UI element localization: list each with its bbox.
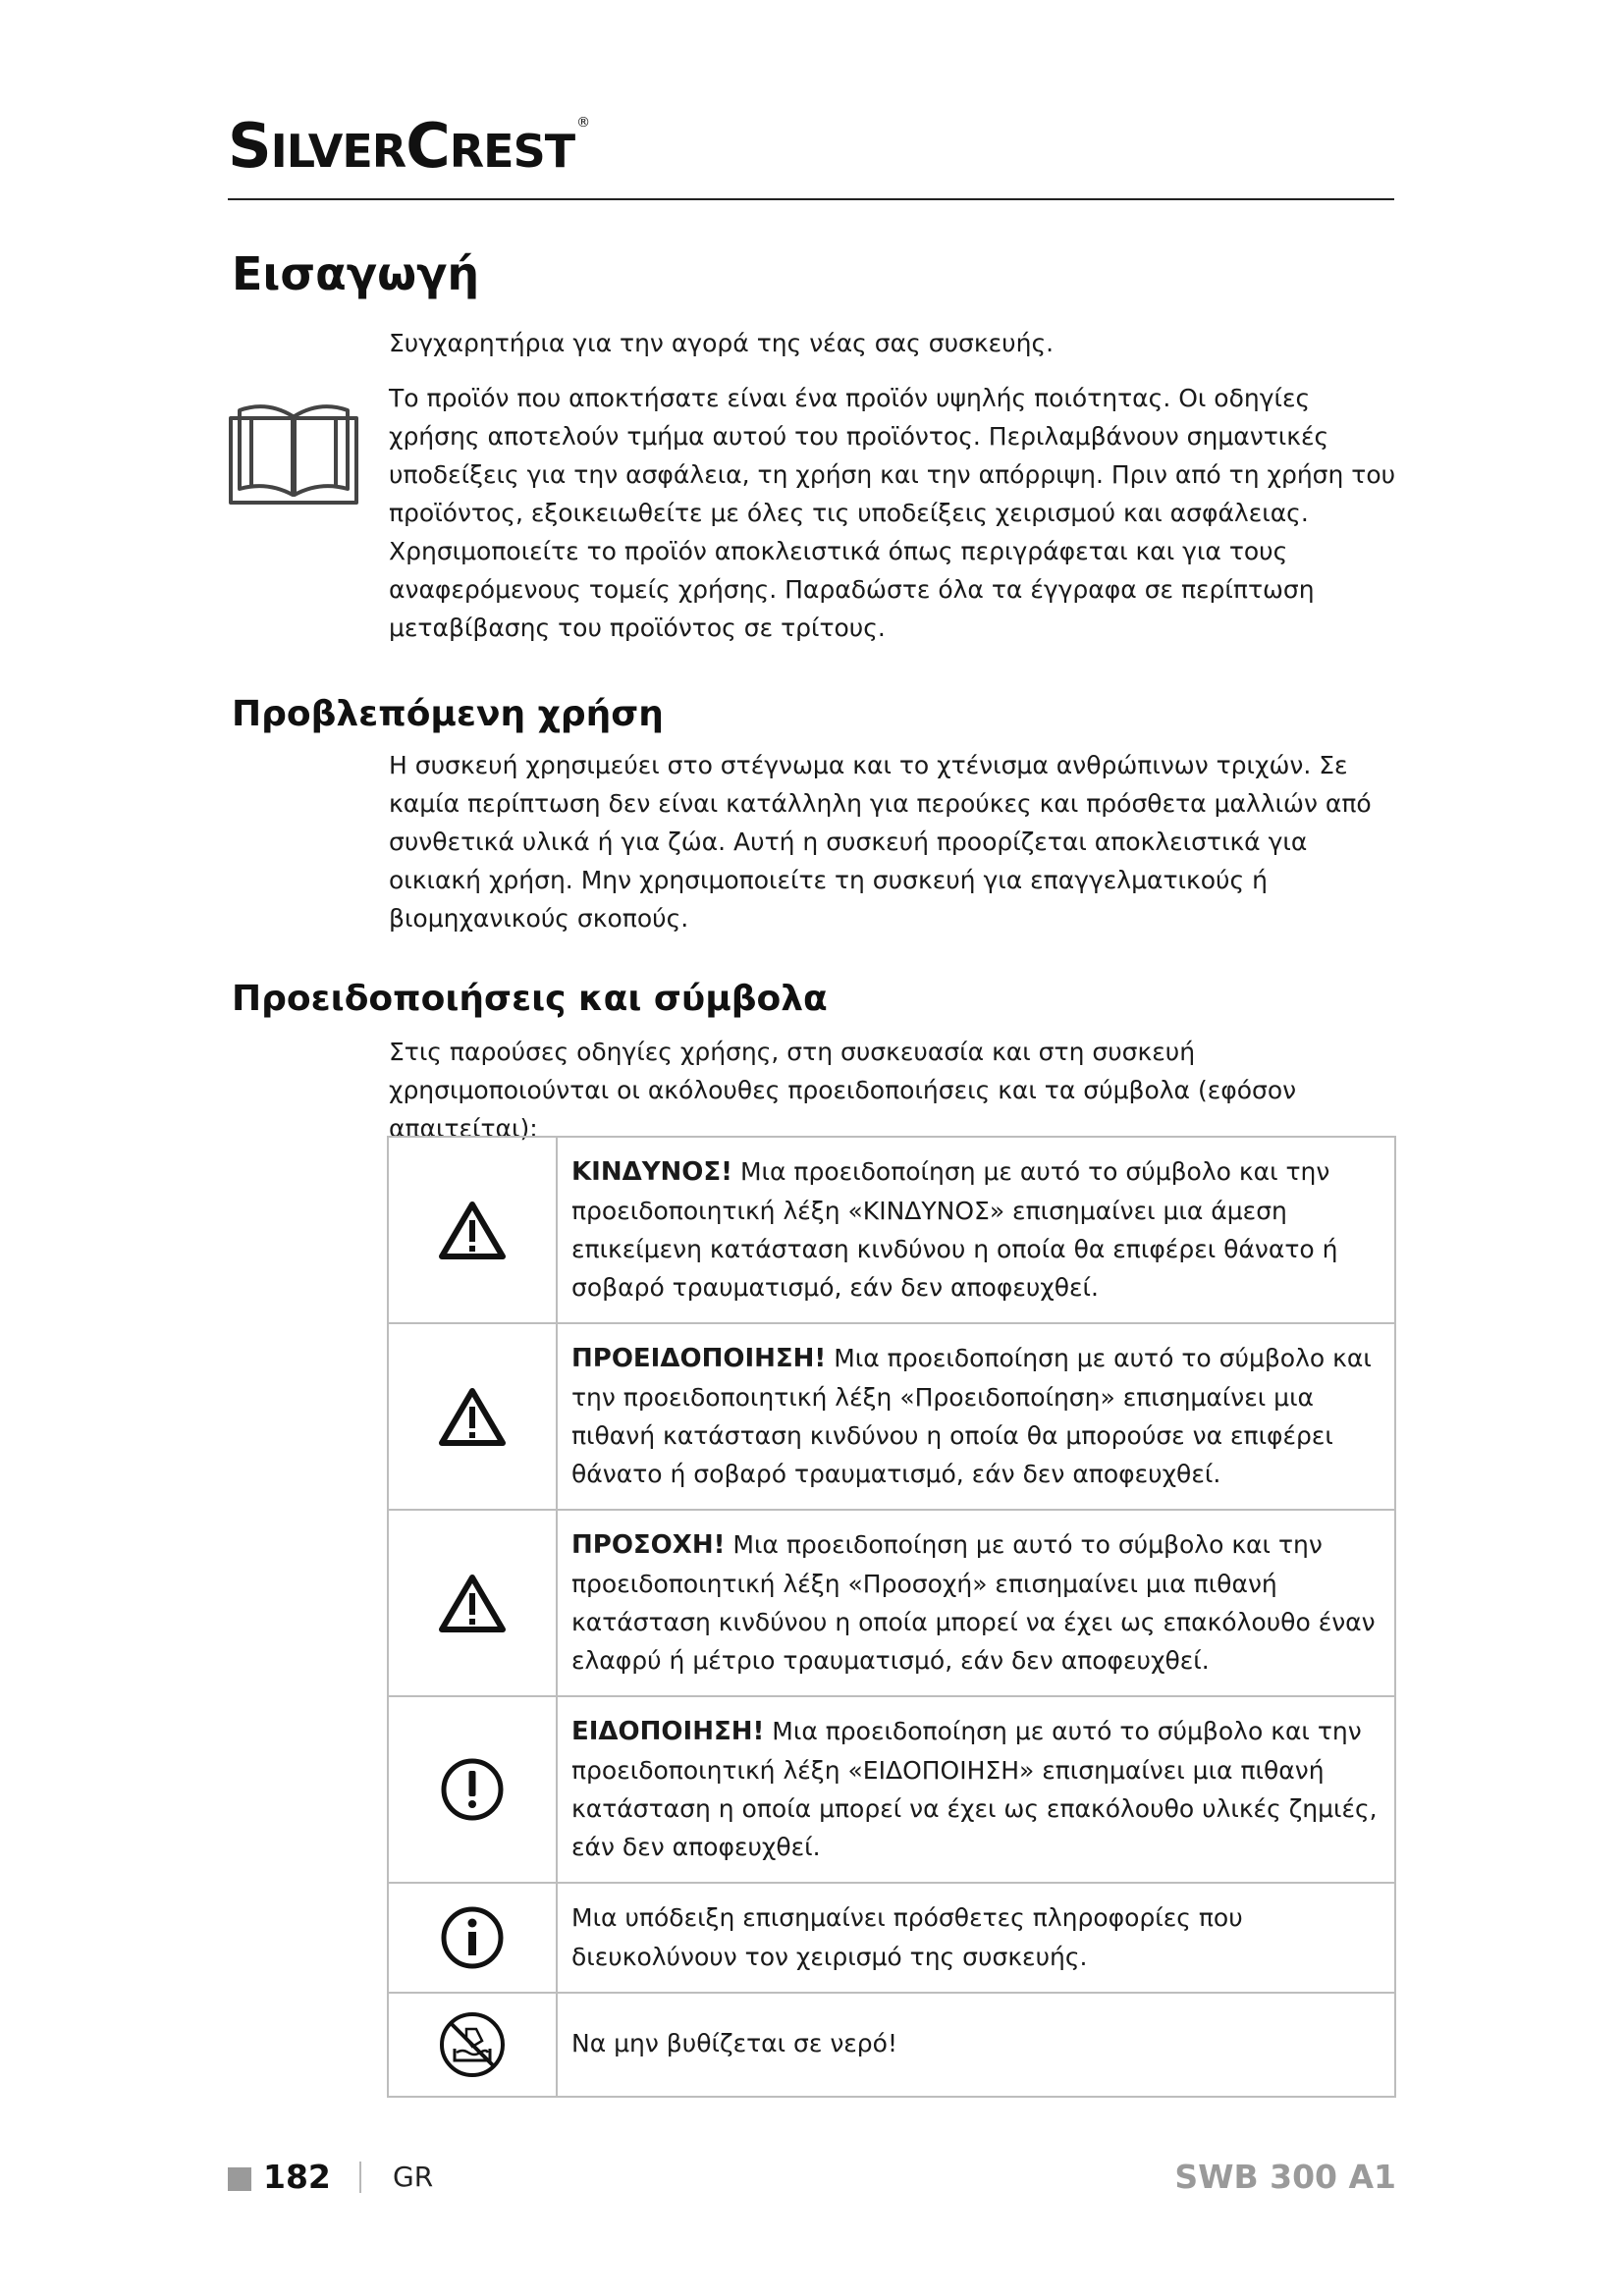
icon-cell	[388, 1696, 557, 1883]
table-row	[388, 1323, 1395, 1510]
exclamation-circle-icon	[440, 1757, 505, 1822]
intended-use-heading: Προβλεπόμενη χρήση	[232, 694, 664, 734]
symbol-description: ΠΡΟΣΟΧΗ! Μια προειδοποίηση με αυτό το σύμβολο και την προειδοποιητική λέξη «Προσοχή» επισημαίνει μια πιθανή κατάσταση κινδύνου η οποία μπορεί να έχει ως επακόλουθο έναν ελαφρύ ή μέτριο τραυματισμό, εάν δεν αποφευχθεί.	[557, 1510, 1395, 1696]
footer-separator	[359, 2162, 361, 2193]
intro-heading: Εισαγωγή	[232, 247, 480, 300]
table-row	[388, 1883, 1395, 1993]
icon-cell	[388, 1323, 557, 1510]
icon-cell	[388, 1883, 557, 1993]
brand-logo: SILVERCREST®	[228, 110, 590, 182]
model-number: SWB 300 A1	[1174, 2158, 1396, 2196]
icon-cell	[388, 1993, 557, 2097]
symbol-description: ΠΡΟΕΙΔΟΠΟΙΗΣΗ! Μια προειδοποίηση με αυτό το σύμβολο και την προειδοποιητική λέξη «Προειδοποίηση» επισημαίνει μια πιθανή κατάσταση κινδύνου η οποία θα μπορούσε να επιφέρει θάνατο ή σοβαρό τραυματισμό, εάν δεν αποφευχθεί.	[557, 1323, 1395, 1510]
no-water-immersion-icon	[437, 2009, 508, 2080]
symbol-description: ΕΙΔΟΠΟΙΗΣΗ! Μια προειδοποίηση με αυτό το σύμβολο και την προειδοποιητική λέξη «ΕΙΔΟΠΟΙΗΣΗ» επισημαίνει μια πιθανή κατάσταση η οποία μπορεί να έχει ως επακόλουθο υλικές ζημιές, εάν δεν αποφευχθεί.	[557, 1696, 1395, 1883]
language-code: GR	[393, 2161, 434, 2193]
footer-square-marker	[228, 2167, 251, 2191]
symbols-table	[387, 1136, 1396, 2098]
icon-cell	[388, 1137, 557, 1323]
intended-use-text: Η συσκευή χρησιμεύει στο στέγνωμα και το χτένισμα ανθρώπινων τριχών. Σε καμία περίπτωση δεν είναι κατάλληλη για περούκες και πρόσθετα μαλλιών από συνθετικά υλικά ή για ζώα. Αυτή η συσκευή προορίζεται αποκλειστικά για οικιακή χρήση. Μην χρησιμοποιείτε τη συσκευή για επαγγελματικούς ή βιομηχανικούς σκοπούς.	[389, 751, 1372, 933]
warning-triangle-icon	[438, 1200, 507, 1260]
icon-cell	[388, 1510, 557, 1696]
page-footer	[228, 2156, 1396, 2199]
page-number: 182	[263, 2158, 331, 2196]
warnings-text: Στις παρούσες οδηγίες χρήσης, στη συσκευασία και στη συσκευή χρησιμοποιούνται οι ακόλουθες προειδοποιήσεις και τα σύμβολα (εφόσον απαιτείται):	[389, 1038, 1297, 1143]
table-row	[388, 1993, 1395, 2097]
info-circle-icon	[440, 1905, 505, 1970]
table-row	[388, 1510, 1395, 1696]
intro-text: Το προϊόν που αποκτήσατε είναι ένα προϊόν υψηλής ποιότητας. Οι οδηγίες χρήσης αποτελούν τμήμα αυτού του προϊόντος. Περιλαμβάνουν σημαντικές υποδείξεις για την ασφάλεια, τη χρήση και την απόρριψη. Πριν από τη χρήση του προϊόντος, εξοικειωθείτε με όλες τις υποδείξεις χειρισμού και ασφάλειας. Χρησιμοποιείτε το προϊόν αποκλειστικά όπως περιγράφεται και για τους αναφερόμενους τομείς χρήσης. Παραδώστε όλα τα έγγραφα σε περίπτωση μεταβίβασης του προϊόντος σε τρίτους.	[389, 384, 1396, 642]
warning-triangle-icon	[438, 1573, 507, 1633]
open-book-icon	[228, 393, 359, 507]
header-divider	[228, 198, 1394, 200]
symbol-description: Μια υπόδειξη επισημαίνει πρόσθετες πληροφορίες που διευκολύνουν τον χειρισμό της συσκευής.	[557, 1883, 1395, 1993]
table-row	[388, 1137, 1395, 1323]
warning-triangle-icon	[438, 1386, 507, 1447]
intro-greeting: Συγχαρητήρια για την αγορά της νέας σας συσκευής.	[389, 329, 1055, 357]
table-row	[388, 1696, 1395, 1883]
symbol-description: ΚΙΝΔΥΝΟΣ! Μια προειδοποίηση με αυτό το σύμβολο και την προειδοποιητική λέξη «ΚΙΝΔΥΝΟΣ» επισημαίνει μια άμεση επικείμενη κατάσταση κινδύνου η οποία θα επιφέρει θάνατο ή σοβαρό τραυματισμό, εάν δεν αποφευχθεί.	[557, 1137, 1395, 1323]
symbol-description: Να μην βυθίζεται σε νερό!	[557, 1993, 1395, 2097]
warnings-heading: Προειδοποιήσεις και σύμβολα	[232, 979, 828, 1019]
